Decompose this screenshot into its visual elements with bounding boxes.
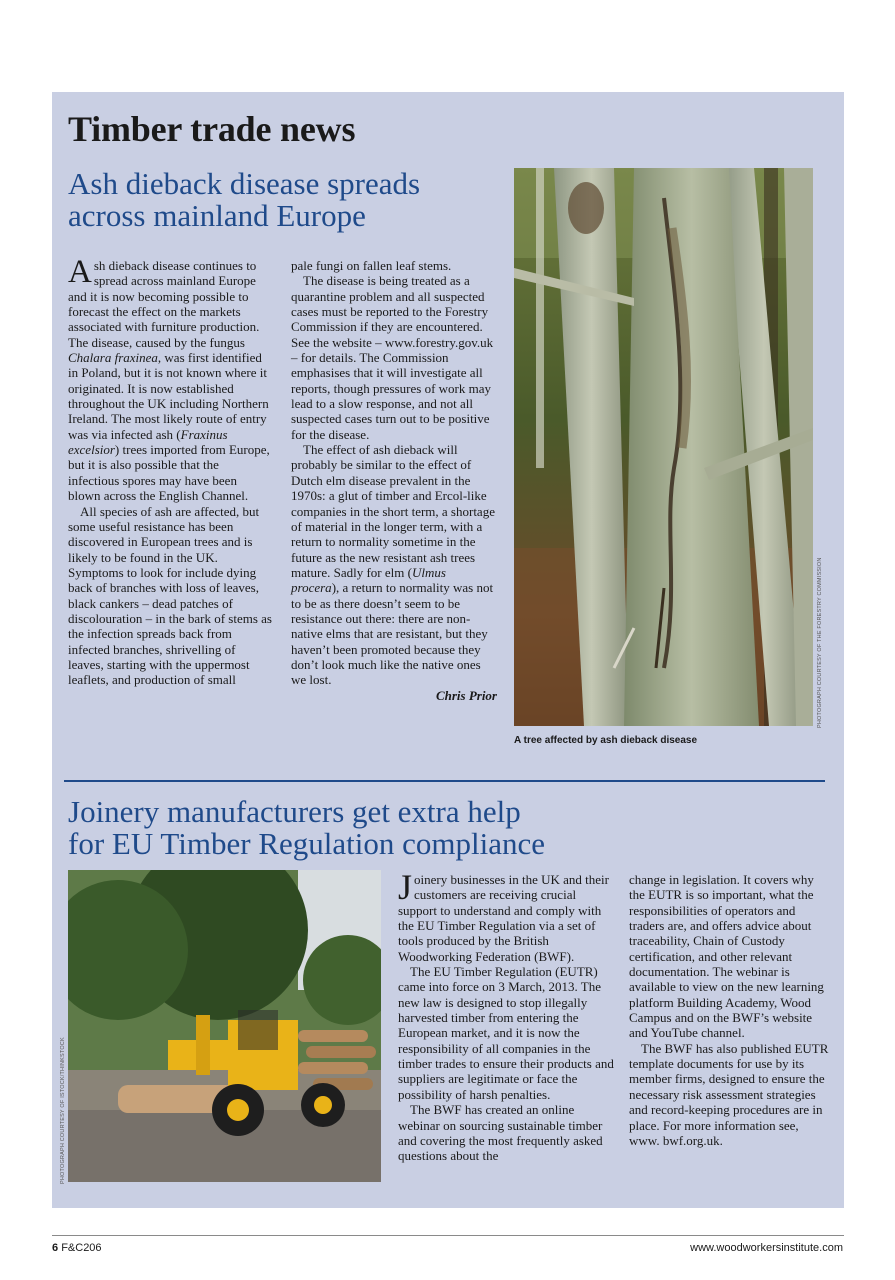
forklift-photo-credit: PHOTOGRAPH COURTESY OF ISTOCK/THINKSTOCK	[60, 1037, 66, 1184]
ash-tree-illustration	[514, 168, 813, 726]
article1-headline-line1: Ash dieback disease spreads	[68, 166, 421, 201]
article1-italic-term: Fraxinus excelsior	[68, 426, 228, 458]
forklift-illustration	[68, 870, 381, 1182]
article2-column1	[398, 867, 614, 1164]
article1-text: , was first identified in Poland, but it is not known where it originated. It is now established throughout the UK including Northern Ireland. The most likely route of entry was via infected ash (	[68, 350, 269, 442]
article1-text: sh dieback disease continues to spread across mainland Europe and it is now becoming possible to forecast the effect on the markets associated with furniture production. The disease, caused by the fungus	[68, 258, 260, 350]
article1-headline	[68, 168, 420, 232]
article2-dropcap: J	[398, 867, 413, 907]
article1-text: The effect of ash dieback will probably be similar to the effect of Dutch elm disease prevalent in the 1970s: a glut of timber and Ercol-like companies in the short term, a shortage of material in the longer term, with a return to normality sometime in the future as the new resistant ash trees mature. Sadly for elm (	[291, 442, 495, 580]
section-divider	[64, 780, 825, 782]
article2-paragraph: The EU Timber Regulation (EUTR) came into force on 3 March, 2013. The new law is designed to stop illegally harvested timber from entering the European market, and it is now the responsibility of all companies in the timber trades to ensure their products and suppliers are legitimate or face the possibility of harsh penalties.	[398, 964, 614, 1102]
article1-headline-line2: across mainland Europe	[68, 198, 366, 233]
article1-text: ), a return to normality was not to be as there doesn’t seem to be resistance out there: there are non-native elms that are resistant, but they haven’t been promoted because they don’t look much like the native ones we lost.	[291, 580, 494, 688]
footer-left	[52, 1242, 102, 1254]
article1-paragraph: All species of ash are affected, but some useful resistance has been discovered in European trees and is likely to be found in the UK. Symptoms to look for include dying back of branches with loss of leaves, black cankers – dead patches of discolouration – in the bark of stems as the infection spreads back from infected branches, shrivelling of leaves, starting with the uppermost leaflets, and production of small	[68, 503, 272, 688]
article2-column2	[629, 872, 829, 1148]
article1-paragraph	[68, 254, 272, 504]
article2-text: oinery businesses in the UK and their customers are receiving crucial support to understand and comply with the EU Timber Regulation via a set of tools produced by the British Woodworking Federation (BWF).	[398, 872, 609, 964]
section-title: Timber trade news	[68, 109, 356, 149]
article1-paragraph: The disease is being treated as a quarantine problem and all suspected cases must be reported to the Forestry Commission if they are encountered. See the website – www.forestry.gov.uk – for details. The Commission emphasises that it will investigate all reports, though pressures of work may lead to a slow response, and not all suspected cases turn out to be positive for the disease.	[291, 273, 494, 442]
article2-paragraph: change in legislation. It covers why the EUTR is so important, what the responsibilities of operators and traders are, and offers advice about traceability, Chain of Custody certification, and other relevant documentation. The webinar is available to view on the new learning platform Building Academy, Wood Campus and on the BWF’s website and YouTube channel.	[629, 872, 824, 1041]
article2-headline-line2: for EU Timber Regulation compliance	[68, 826, 545, 861]
page-number: 6	[52, 1242, 59, 1254]
article1-column2	[291, 258, 497, 703]
footer-website[interactable]: www.woodworkersinstitute.com	[690, 1242, 843, 1254]
article2-paragraph: The BWF has also published EUTR template documents for use by its member firms, designed to ensure the necessary risk assessment strategies and record-keeping procedures are in place. For more information see, www. bwf.org.uk.	[629, 1040, 829, 1148]
article1-paragraph	[291, 442, 497, 688]
article1-dropcap: A	[68, 254, 92, 290]
issue-label: F&C206	[61, 1242, 102, 1254]
article2-paragraph: The BWF has created an online webinar on sourcing sustainable timber and covering the most frequently asked questions about the	[398, 1102, 603, 1164]
ash-photo-caption: A tree affected by ash dieback disease	[514, 735, 698, 746]
article2-paragraph	[398, 867, 614, 964]
article1-column1	[68, 254, 272, 688]
article2-headline	[68, 796, 545, 860]
ash-tree-photo	[514, 168, 813, 726]
article2-headline-line1: Joinery manufacturers get extra help	[68, 794, 521, 829]
article1-italic-term: Chalara fraxinea	[68, 350, 158, 366]
article1-text: ) trees imported from Europe, but it is also possible that the infectious spores may have been blown across the English Channel.	[68, 442, 270, 504]
article1-byline: Chris Prior	[435, 687, 497, 703]
forklift-photo	[68, 870, 381, 1182]
article1-paragraph: pale fungi on fallen leaf stems.	[291, 258, 452, 273]
ash-photo-credit: PHOTOGRAPH COURTESY OF THE FORESTRY COMMISSION	[817, 557, 823, 728]
footer-rule	[52, 1235, 844, 1236]
article1-italic-term: Ulmus procera	[291, 564, 446, 596]
